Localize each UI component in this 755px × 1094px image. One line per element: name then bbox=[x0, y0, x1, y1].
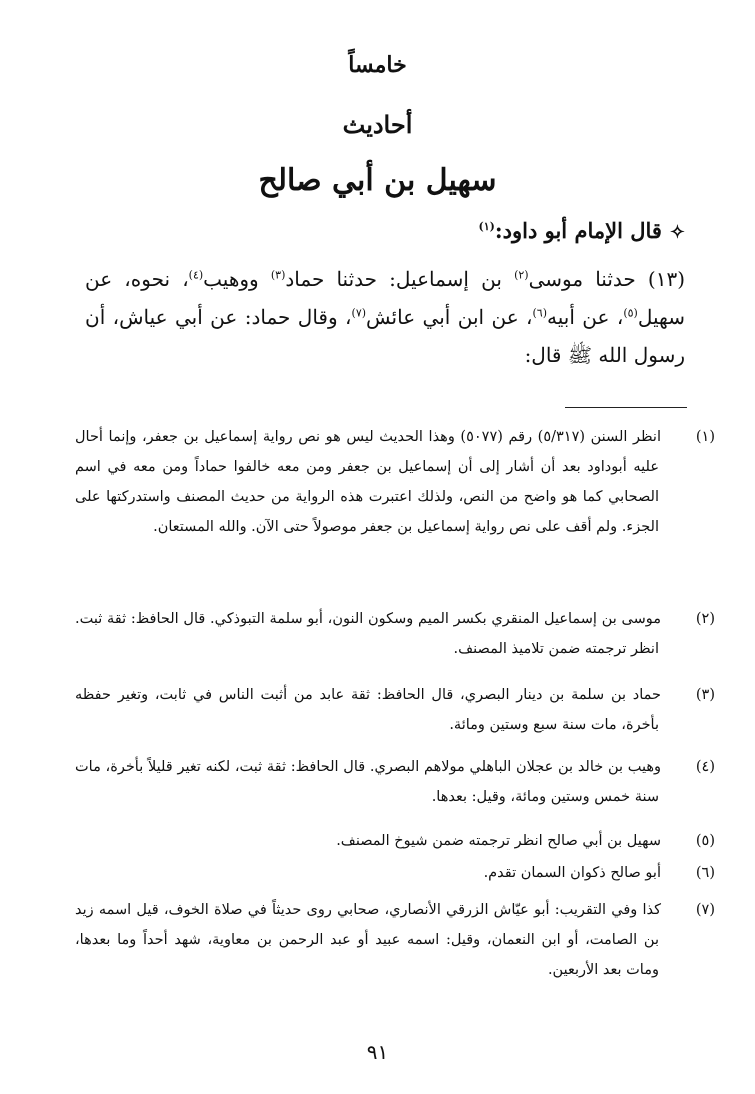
footnote-text: وهيب بن خالد بن عجلان الباهلي مولاهم البصري. قال الحافظ: ثقة ثبت، لكنه تغير قليلاً بأخرة، مات سنة خمس وستين ومائة، وقيل: بعدها. bbox=[75, 759, 661, 805]
hadith-segment: ، نحوه، عن سهيل bbox=[85, 267, 686, 329]
footnote-3 bbox=[75, 680, 715, 740]
section-title-heading: أحاديث bbox=[342, 110, 413, 139]
footnote-text: أبو صالح ذكوان السمان تقدم. bbox=[483, 865, 661, 881]
hadith-segment: ووهيب bbox=[203, 267, 271, 291]
footnote-number: (١) bbox=[695, 429, 715, 445]
footnote-number: (٤) bbox=[695, 759, 715, 775]
page-number: ٩١ bbox=[366, 1040, 389, 1064]
hadith-segment: ، عن أبيه bbox=[547, 305, 624, 329]
hadith-segment: ، عن ابن أبي عائش bbox=[366, 305, 533, 329]
footnote-text: سهيل بن أبي صالح انظر ترجمته ضمن شيوخ المصنف. bbox=[336, 833, 661, 849]
hadith-segment: بن إسماعيل: حدثنا حماد bbox=[285, 267, 515, 291]
narrator-title-heading: سهيل بن أبي صالح bbox=[258, 163, 497, 198]
footnote-number: (٢) bbox=[695, 611, 715, 627]
footnote-ref: (٦) bbox=[532, 306, 548, 320]
footnote-divider bbox=[565, 407, 687, 408]
footnote-number: (٥) bbox=[695, 833, 715, 849]
footnote-number: (٧) bbox=[695, 902, 715, 918]
footnote-7 bbox=[75, 895, 715, 985]
footnote-6 bbox=[75, 858, 715, 888]
footnote-5 bbox=[75, 826, 715, 856]
footnote-number: (٦) bbox=[695, 865, 715, 881]
hadith-text bbox=[85, 260, 685, 374]
footnote-text: كذا وفي التقريب: أبو عيّاش الزرقي الأنصاري، صحابي روى حديثاً في صلاة الخوف، قيل اسمه زيد بن الصامت، أو ابن النعمان، وقيل: اسمه عبيد أو عبد الرحمن بن معاوية، شهد أحداً وما بعدها، ومات بعد الأربعين. bbox=[75, 902, 661, 978]
footnote-4 bbox=[75, 752, 715, 812]
footnote-ref: (٣) bbox=[270, 268, 286, 282]
footnote-ref: (٢) bbox=[514, 268, 529, 282]
footnote-text: انظر السنن (٥/٣١٧) رقم (٥٠٧٧) وهذا الحديث ليس هو نص رواية إسماعيل بن جعفر، وإنما أحال عليه أبوداود بعد أن أشار إلى أن إسماعيل بن جعفر ومن معه خالفوا حماداً ومن معه في اسم الصحابي كما هو واضح من النص، ولذلك اعتبرت هذه الرواية من حديث المصنف واستدركتها على الجزء. ولم أقف على نص رواية إسماعيل بن جعفر موصولاً حتى الآن. والله المستعان. bbox=[75, 429, 661, 535]
diamond-icon: ✧ bbox=[669, 222, 685, 243]
intro-line bbox=[85, 212, 685, 252]
footnote-text: حماد بن سلمة بن دينار البصري، قال الحافظ: ثقة عابد من أثبت الناس في ثابت، وتغير حفظه بأخرة، مات سنة سبع وستين ومائة. bbox=[75, 687, 661, 733]
footnote-ref: (٧) bbox=[351, 306, 367, 320]
footnote-2 bbox=[75, 604, 715, 664]
hadith-segment: (١٣) حدثنا موسى bbox=[528, 267, 685, 291]
intro-text: قال الإمام أبو داود: bbox=[494, 218, 662, 243]
hadith-segment: ، وقال حماد: عن أبي عياش، أن رسول الله ﷺ قال: bbox=[85, 305, 685, 367]
footnote-ref: (١) bbox=[478, 220, 495, 233]
footnote-text: موسى بن إسماعيل المنقري بكسر الميم وسكون النون، أبو سلمة التبوذكي. قال الحافظ: ثقة ثبت. انظر ترجمته ضمن تلاميذ المصنف. bbox=[75, 611, 661, 657]
section-number-heading: خامساً bbox=[348, 52, 407, 78]
footnote-1 bbox=[75, 422, 715, 542]
footnote-ref: (٥) bbox=[623, 306, 638, 320]
footnote-number: (٣) bbox=[695, 687, 715, 703]
footnote-ref: (٤) bbox=[188, 268, 204, 282]
